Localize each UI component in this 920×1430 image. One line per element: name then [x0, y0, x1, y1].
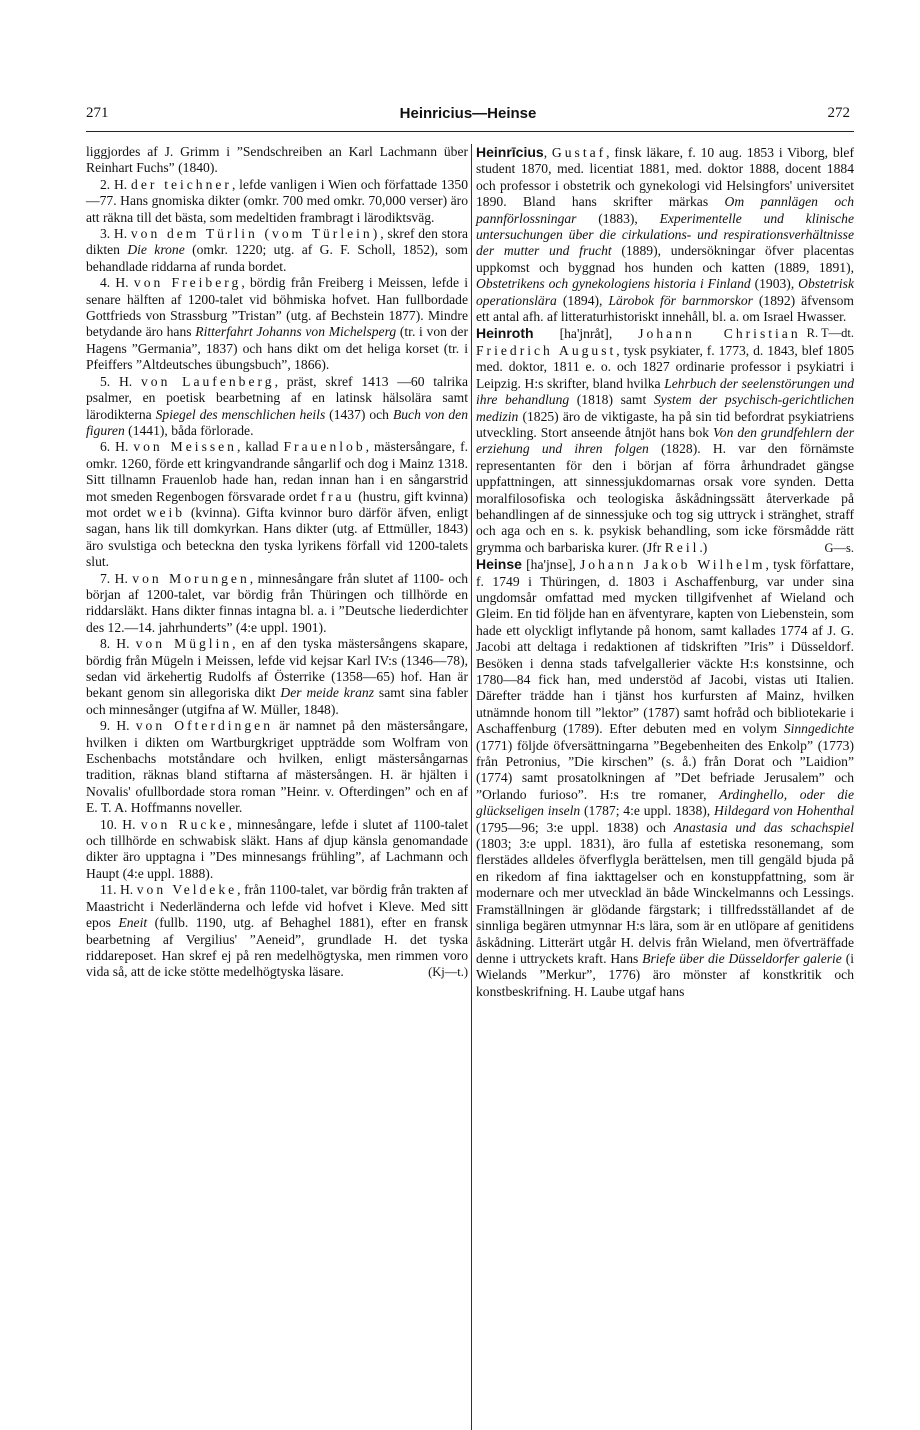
entry-heinse [476, 556, 854, 1000]
italic-title: Om pannlägen och pannförlossningar [476, 194, 854, 226]
italic-title: Eneit [118, 915, 148, 931]
text-span: 11. H. [100, 882, 134, 898]
italic-title: System der psychisch-gerichtlichen medizin [476, 392, 854, 424]
text-span: 8. H. [100, 636, 130, 652]
text-span: (1889), undersökningar öfver placentas uppkomst och byggnad hos hunden och katten (1889, 1891), [476, 243, 854, 275]
page-number-right: 272 [827, 105, 850, 121]
entry-name: von Rucke [140, 816, 229, 832]
italic-title: Lehrbuch der seelenstörungen und ihre behandlung [476, 375, 854, 408]
entry-name: von Freiberg [133, 275, 242, 291]
italic-title: Sinngedichte [783, 721, 854, 737]
italic-title: Obstetrisk operationslära [476, 276, 855, 308]
text-span: 2. H. [100, 176, 128, 192]
text-span: frau [320, 488, 355, 504]
text-span: [ha'jnse], [521, 557, 581, 573]
italic-title: Spiegel des menschlichen heils [155, 406, 326, 422]
text-span: (1894), [556, 292, 609, 308]
text-span: 10. H. [100, 816, 136, 832]
text-span: weib [146, 504, 186, 520]
italic-title: Obstetrikens och gynekologiens historia i Finland [476, 276, 751, 292]
text-span: , minnesångare, lefde i slutet af 1100-talet och tillhörde en schwabisk släkt. Hans af djup känsla genomandade dikter äro upptagna i ”Des minnesangs frühling”, af Lachmann och Haupt (4:e uppl. 1888). [86, 816, 468, 881]
text-span: (1441), båda förlorade. [124, 422, 254, 438]
italic-title: Der meide kranz [280, 685, 375, 701]
paragraph [86, 571, 468, 637]
author-signature: G—s. [824, 540, 854, 555]
text-span: 5. H. [100, 373, 133, 389]
text-span: (1771) följde öfversättningarna ”Begebenheiten des Enkolp” (1773) från Petronius, ”Die kirschen” (s. å.) från Dorat och ”Laidion” (1774) samt prosatolkningen af ”Det befriade Jerusalem” och ”Orlando furioso”. H:s tre romaner, [476, 737, 854, 802]
text-span: (1892) äfvensom ett antal afh. af litteraturhistoriskt innehåll, bl. a. om Israel Hwasser. [476, 292, 855, 325]
text-span: (1903), [750, 276, 799, 292]
italic-title: Buch von den figuren [86, 406, 469, 438]
text-span: , mästersångare, f. omkr. 1260, förde ett kringvandrande sångarlif och dog i Mainz 1318. Sitt tillnamn Frauenlob hade han, redan innan han i en sångarstrid mot smeden Regenbogen försvarade ordet [86, 439, 468, 504]
entry-name: von Morungen [132, 570, 250, 586]
paragraph [86, 636, 468, 718]
italic-title: Die krone [127, 242, 185, 258]
text-span: , präst, skref 1413 —60 talrika psalmer, en poetisk bearbetning af en latinsk hälsolära samt lärodikterna [86, 373, 468, 422]
right-column [476, 144, 854, 1344]
entry-name: von Laufenberg [141, 373, 275, 389]
text-span: , tysk psykiater, f. 1773, d. 1843, blef 1805 med. doktor, 1811 e. o. och 1827 ordinarie professor i psykiatri i Leipzig. H:s skrifter, bland hvilka [476, 342, 854, 391]
text-span: liggjordes af J. Grimm i ”Sendschreiben an Karl Lachmann über Reinhart Fuchs” (1840). [86, 144, 468, 176]
entry-name: von Müglin [135, 636, 233, 652]
text-span: , från 1100-talet, var bördig från trakten af Maastricht i Nederländerna och lefde vid hofvet i Kleve. Med sitt epos [86, 882, 469, 931]
text-span: Reil [664, 539, 700, 555]
text-span: (1795—96; 3:e uppl. 1838) och [476, 819, 674, 835]
italic-title: Hildegard von Hohenthal [714, 803, 854, 819]
headword: Heinrīcius [476, 144, 544, 160]
text-span: , tysk författare, f. 1749 i Thüringen, d. 1803 i Aschaffenburg, var under sina ungdomsår omfattad med mycken tillgifvenhet af Wieland och Gleim. En tid följde han en äfventyrare, kapten von Liebenstein, som hade ett olyckligt inflytande på honom, samt kallades 1774 af J. G. Jacobi att deltaga i redaktionen af tidskriften ”Iris” i Düsseldorf. Besöken i denna stads tafvelgallerier väckte H:s konstsinne, och 1780—84 fick han, med understöd af Jacobi, vistas uti Italien. Därefter trädde han i tjänst hos kurfursten af Mainz, hvilken utnämnde honom till ”lektor” (1787) samt hofråd och bibliotekarie i Aschaffenburg (1789). Efter debuten med en volym [476, 557, 854, 737]
text-span: (kvinna). Gifta kvinnor buro därför äfven, enligt sagan, hans lik till domkyrkan. Hans dikter (utg. af Ettmüller, 1843) äro svulstiga och beteckna den tyska lyrikens förfall vid 1200-talets slut. [86, 504, 468, 570]
italic-title: Experimentelle und klinische untersuchungen über die cirkulations- und respirationsverhältnisse der mutter und frucht [476, 210, 854, 259]
text-span: 6. H. [100, 439, 129, 455]
paragraph [86, 374, 468, 440]
text-span: 7. H. [100, 570, 128, 586]
text-span: Johann Jakob Wilhelm [580, 557, 766, 573]
text-span: (1787; 4:e uppl. 1838), [580, 803, 714, 819]
paragraph [86, 226, 468, 275]
text-span: , bördig från Freiberg i Meissen, lefde i senare hälften af 1200-talet vid böhmiska hofvet. Han fullbordade Gottfrieds von Strassburg ”Tristan” (utg. af Bechstein 1877). Mindre betydande äro hans [86, 275, 469, 340]
text-span: (fullb. 1190, utg. af Behaghel 1881), efter en fransk bearbetning af Vergilius' ”Aeneid”, grundlade H. det tyska riddareposet. Han skref ej på ren medelhögtyska, men rimmen voro vida så, att de icke stötte medelhögtyska läsare. [86, 915, 468, 980]
text-span: (i Wielands ”Merkur”, 1776) äro mönster af konstkritik och konstbeskrifning. H. Laube utgaf hans [476, 950, 855, 999]
text-span: (1818) samt [569, 392, 654, 408]
text-span: , finsk läkare, f. 10 aug. 1853 i Viborg, blef student 1870, med. licentiat 1881, med. doktor 1888, docent 1884 och professor i obstetrik och gynekologi vid Helsingfors' universitet 1890. Bland hans skrifter märkas [476, 145, 854, 210]
paragraph [86, 439, 468, 570]
text-span: , [543, 145, 552, 160]
running-header [86, 105, 850, 129]
page-number-left: 271 [86, 105, 109, 121]
author-signature: R. T—dt. [806, 326, 854, 341]
text-span: , minnesångare från slutet af 1100- och början af 1200-talet, var bördig från Thüringen och tillhörde en riddarsläkt. Hans dikter finnas intagna bl. a. i ”Deutsche liederdichter des 12.—14. jahrhunderts” (4:e uppl. 1901). [86, 570, 469, 635]
paragraph [86, 275, 468, 373]
italic-title: Briefe über die Düsseldorfer galerie [642, 950, 842, 966]
entry-name: von dem Türlin (vom Türlein) [130, 226, 381, 242]
column-rule [471, 144, 472, 1430]
text-span: 9. H. [100, 718, 130, 734]
author-signature: (Kj—t.) [428, 965, 468, 980]
text-span: (1828). H. var den förnämste representanten för den i början af förra århundradet gängse uppfattningen, att sinnessjukdomarnas orsak vore synden. Detta moralfilosofiska och teologiska åskådningssätt återverkade på behandlingen af de sinnessjuke och tog sig uttryck i stränghet, straff och aga och en s. k. psykisk behandling, som icke försmådde rätt grymma och barbariska kurer. (Jfr [476, 441, 854, 555]
text-span: (1825) äro de viktigaste, ha på sin tid befordrat psykiatriens utveckling. Stort anseende åtnjöt hans bok [476, 408, 854, 440]
text-span: Gustaf [551, 145, 607, 160]
running-title: Heinricius—Heinse [399, 105, 537, 122]
paragraph [86, 882, 468, 980]
headword: Heinroth [476, 325, 534, 342]
entry-name: der teichner [131, 176, 232, 192]
text-span: , skref den stora dikten [86, 226, 469, 258]
text-span: .) [699, 539, 708, 555]
text-span: , lefde vanligen i Wien och författade 1350—77. Hans gnomiska dikter (omkr. 700 med omkr. 70,000 verser) äro att räkna till det bästa, som medeltiden frambragt i lärodiktsväg. [86, 176, 469, 225]
entry-heinroth [476, 325, 854, 556]
text-span: (hustru, gift kvinna) mot ordet [86, 488, 468, 520]
text-span: samt sina fabler och minnesånger (utgifna af W. Müller, 1848). [86, 685, 469, 717]
text-span: (1883), [576, 210, 660, 226]
left-column [86, 144, 468, 1344]
italic-title: Ardinghello, oder die glückseligen inseln [476, 786, 854, 819]
headword: Heinse [476, 556, 522, 573]
entry-name: von Meissen [133, 439, 237, 455]
entry-name: von Ofterdingen [135, 718, 273, 734]
header-rule [86, 131, 854, 132]
text-span: [ha'jnråt], [533, 326, 639, 342]
paragraph [86, 144, 468, 177]
text-span: (1803; 3:e uppl. 1831), äro fulla af estetiska resonemang, som flerstädes alldeles öfverflygla berättelsen, men till gengäld bjuda på en rikedom af fina iakttagelser och en konstuppfattning, som är modernare och mer utvecklad än både Winckelmanns och Lessings. Framställningen är glödande färgstark; i tillfredsställandet af de sinnliga begären utmynnar H:s lära, som är en utlöpare af genitidens åskådning. Litterärt utgår H. delvis från Wieland, men öfverträffade denne i uttryckets kraft. Hans [476, 836, 854, 966]
italic-title: Anastasia und das schachspiel [673, 819, 854, 835]
text-span: (tr. i von der Hagens ”Germania”, 1837) och hans dikt om det heliga korset (tr. i Pfeiffers ”Altdeutsches übungsbuch”, 1866). [86, 324, 468, 373]
entry-name: von Veldeke [136, 882, 238, 898]
text-span: 4. H. [100, 275, 129, 291]
paragraph [86, 177, 468, 226]
paragraph [86, 817, 468, 883]
text-span: är namnet på den mästersångare, hvilken i dikten om Wartburgkriget uppträdde som Wolfram von Eschenbachs motståndare och hvilken, enligt mästersångarnas tradition, räknas bland stiftarna af mästersången. H. är hjälten i Novalis' ofullbordade stora roman ”Heinr. v. Ofterdingen” och en af E. T. A. Hoffmanns noveller. [86, 718, 469, 816]
text-span: (omkr. 1220; utg. af G. F. Scholl, 1852), som behandlade riddarna af runda bordet. [86, 242, 468, 274]
text-span: 3. H. [100, 226, 128, 242]
text-span: , kallad [236, 439, 284, 455]
text-span: Frauenlob [283, 439, 366, 455]
italic-title: Lärobok för barnmorskor [608, 292, 753, 308]
italic-title: Von den grundfehlern der erziehung und ihren folgen [476, 424, 854, 457]
italic-title: Ritterfahrt Johanns von Michelsperg [195, 324, 397, 340]
text-span: Johann Christian Friedrich August [476, 326, 801, 358]
text-span: (1437) och [325, 406, 393, 422]
text-span: , en af den tyska mästersångens skapare, bördig från Mügeln i Meissen, lefde vid kejsar Karl IV:s (1346—78), sedan vid ärkehertig Rudolfs af Österrike (1358—65) hof. Han är bekant genom sin allegoriska dikt [86, 636, 469, 701]
paragraph [86, 718, 468, 816]
